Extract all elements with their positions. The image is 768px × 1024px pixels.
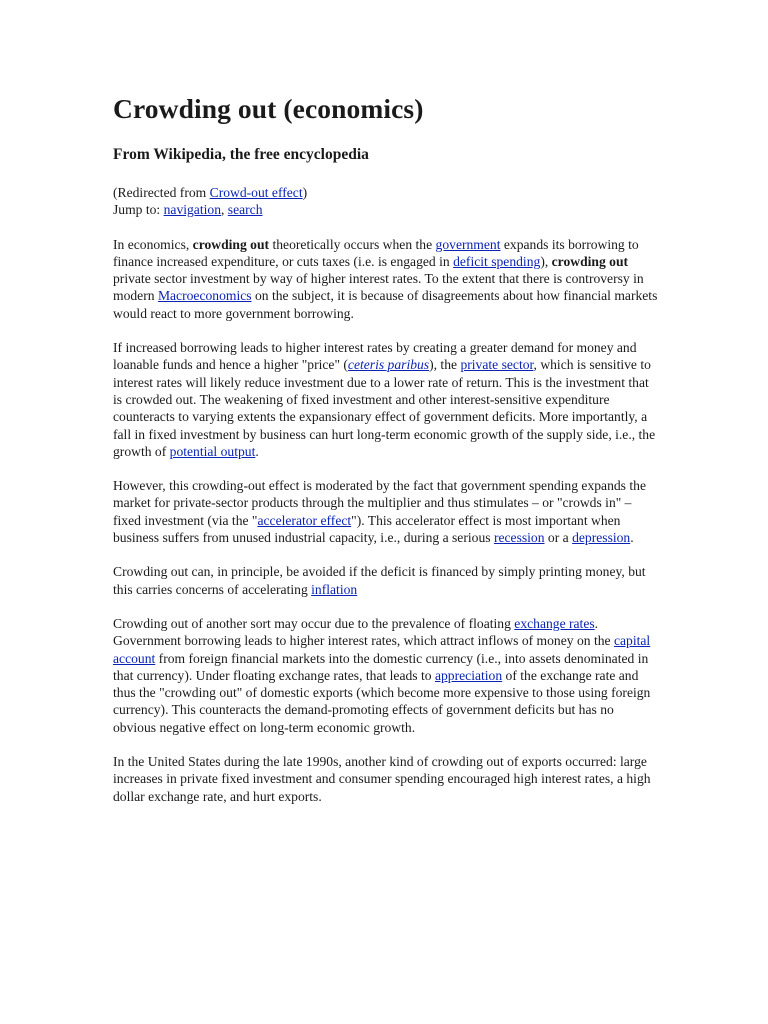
text: . Government borrowing leads to higher interest rates, which attract inflows of money on the	[113, 615, 614, 649]
link-deficit-spending[interactable]: deficit spending	[453, 253, 541, 269]
text: on the subject, it is because of disagreements about how financial markets would react to more government borrowing.	[113, 288, 658, 321]
text: "). This accelerator effect is most important when business suffers from unused industrial capacity, i.e., during a serious	[113, 512, 621, 546]
text: of the exchange rate and thus the "crowding out" of domestic exports (which become more expensive to those using foreign currency). This counteracts the demand-promoting effects of government deficits but has no obvious negative effect on long-term economic growth.	[113, 667, 651, 735]
text: ),	[540, 253, 552, 269]
page-title: Crowding out (economics)	[113, 93, 424, 124]
link-appreciation[interactable]: appreciation	[434, 667, 503, 683]
paragraph-interest-rates	[113, 339, 658, 460]
text: If increased borrowing leads to higher interest rates by creating a greater demand for money and loanable funds and hence a higher "price" (	[113, 340, 637, 373]
paragraph-printing-money	[113, 563, 658, 598]
link-recession[interactable]: recession	[493, 530, 545, 546]
jump-separator: ,	[221, 202, 228, 218]
text: In the United States during the late 1990s, another kind of crowding out of exports occurred: large increases in private fixed investment and consumer spending encouraged high interest rates, a high dollar exchange rate, and hurt exports.	[113, 754, 651, 804]
bold-term: crowding out	[192, 236, 270, 252]
text: Crowding out of another sort may occur due to the prevalence of floating	[113, 615, 515, 631]
page-subtitle: From Wikipedia, the free encyclopedia	[113, 146, 369, 163]
redirect-prefix: (Redirected from	[113, 185, 210, 200]
text: .	[630, 530, 634, 546]
link-private-sector[interactable]: private sector	[460, 357, 534, 373]
text: In economics,	[113, 236, 193, 252]
text: private sector investment by way of higher interest rates. To the extent that there is controversy in modern	[113, 271, 644, 304]
text: or a	[544, 530, 573, 546]
link-exchange-rates[interactable]: exchange rates	[514, 615, 595, 631]
redirect-link[interactable]: Crowd-out effect	[209, 185, 303, 200]
text: ), the	[429, 357, 461, 373]
link-potential-output[interactable]: potential output	[169, 443, 256, 459]
redirect-suffix: )	[302, 185, 308, 200]
text: Crowding out can, in principle, be avoided if the deficit is financed by simply printing money, but this carries concerns of accelerating	[113, 564, 646, 597]
link-accelerator-effect[interactable]: accelerator effect	[257, 512, 352, 528]
link-government[interactable]: government	[435, 236, 501, 252]
bold-term: crowding out	[551, 253, 629, 269]
link-depression[interactable]: depression	[572, 530, 631, 546]
paragraph-united-states	[113, 753, 658, 805]
text: , which is sensitive to interest rates will likely reduce investment due to a lower rate of return. This is the investment that is crowded out. The weakening of fixed investment and other interest-sensitive expenditure counteracts to varying extents the expansionary effect of government deficits. More importantly, a fall in fixed investment by business can hurt long-term economic growth of the supply side, i.e., the growth of	[113, 357, 656, 459]
jump-prefix: Jump to:	[113, 202, 164, 218]
text: theoretically occurs when the	[269, 236, 436, 252]
redirect-line	[113, 184, 658, 219]
link-inflation[interactable]: inflation	[311, 581, 358, 597]
link-ceteris-paribus[interactable]: ceteris paribus	[347, 357, 430, 373]
paragraph-exchange-rates	[113, 615, 658, 736]
paragraph-intro	[113, 236, 658, 322]
link-macroeconomics[interactable]: Macroeconomics	[157, 288, 252, 304]
text: .	[255, 443, 259, 459]
jump-search-link[interactable]: search	[227, 202, 263, 218]
link-capital-account[interactable]: capital account	[113, 633, 651, 666]
text: expands its borrowing to finance increased expenditure, or cuts taxes (i.e. is engaged in	[113, 236, 639, 269]
text: However, this crowding-out effect is moderated by the fact that government spending expands the market for private-sector products through the multiplier and thus stimulates – or "crowds in" – fixed investment (via the "	[113, 478, 646, 528]
paragraph-crowding-in	[113, 477, 658, 546]
text: from foreign financial markets into the domestic currency (i.e., into assets denominated in that currency). Under floating exchange rates, that leads to	[113, 650, 649, 683]
jump-navigation-link[interactable]: navigation	[163, 202, 221, 218]
article	[113, 92, 658, 805]
